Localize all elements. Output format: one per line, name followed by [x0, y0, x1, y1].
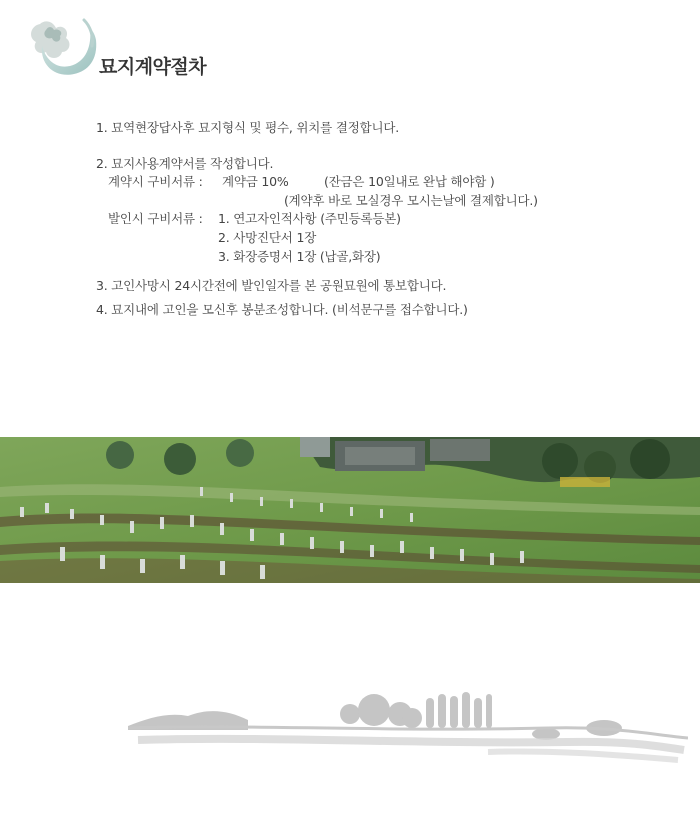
step-4: 4. 묘지내에 고인을 모신후 봉분조성합니다. (비석문구를 접수합니다.)	[96, 302, 468, 317]
ink-landscape-image	[128, 688, 688, 768]
cemetery-panorama-image	[0, 437, 700, 583]
step-1: 1. 묘역현장답사후 묘지형식 및 평수, 위치를 결정합니다.	[96, 120, 399, 135]
page-header	[26, 16, 326, 86]
contract-docs-label: 계약시 구비서류 :	[108, 174, 203, 189]
step-3: 3. 고인사망시 24시간전에 발인일자를 본 공원묘원에 통보합니다.	[96, 278, 447, 293]
burial-docs-label: 발인시 구비서류 :	[108, 211, 203, 226]
step-2-title: 2. 묘지사용계약서를 작성합니다.	[96, 156, 274, 171]
contract-note-balance: (잔금은 10일내로 완납 해야함 )	[324, 174, 495, 189]
burial-doc-3: 3. 화장증명서 1장 (납골,화장)	[218, 249, 381, 264]
contract-note-payment: (계약후 바로 모실경우 모시는날에 결제합니다.)	[284, 193, 538, 208]
burial-doc-2: 2. 사망진단서 1장	[218, 230, 317, 245]
contract-deposit: 계약금 10%	[222, 174, 289, 189]
burial-doc-1: 1. 연고자인적사항 (주민등록등본)	[218, 211, 401, 226]
page-title: 묘지계약절차	[99, 56, 207, 78]
cloud-swirl-icon	[26, 16, 104, 82]
